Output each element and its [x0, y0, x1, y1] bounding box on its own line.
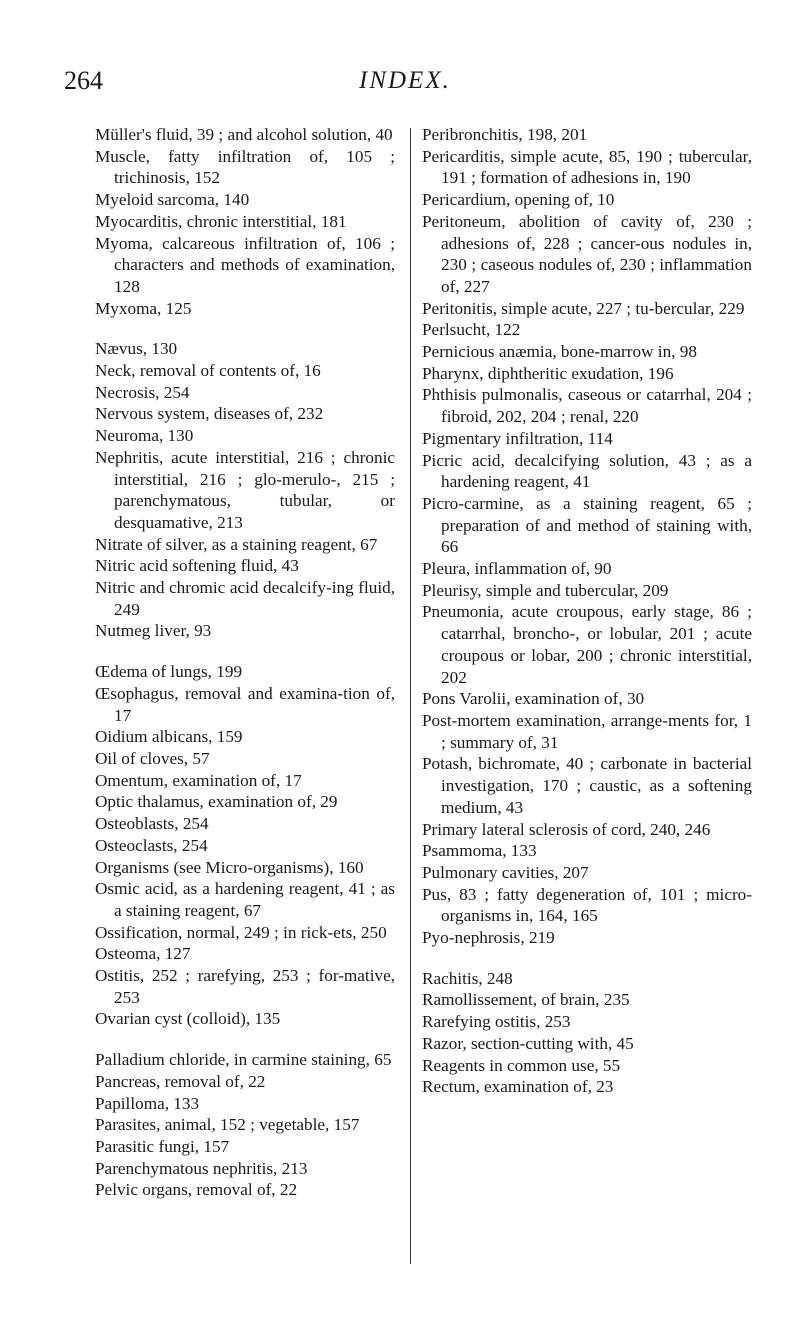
index-entry: Oil of cloves, 57 [95, 748, 210, 768]
index-entry: Nephritis, acute interstitial, 216 ; chronic interstitial, 216 ; glo-merulo-, 215 ; parenchymatous, tubular, or desquamative, 213 [95, 447, 395, 532]
index-entry: Optic thalamus, examination of, 29 [95, 792, 338, 812]
index-entry: Pneumonia, acute croupous, early stage, 86 ; catarrhal, broncho-, or lobular, 201 ; acute croupous or lobar, 200 ; chronic interstitial, 202 [422, 602, 752, 687]
index-entry: Palladium chloride, in carmine staining, 65 [95, 1050, 392, 1070]
index-entry: Papilloma, 133 [95, 1093, 200, 1113]
index-entry: Pulmonary cavities, 207 [422, 862, 589, 882]
index-entry: Neck, removal of contents of, 16 [95, 361, 321, 381]
index-entry: Pigmentary infiltration, 114 [422, 428, 613, 448]
index-entry: Organisms (see Micro-organisms), 160 [95, 857, 364, 877]
index-entry: Œdema of lungs, 199 [95, 662, 243, 682]
index-entry: Picro-carmine, as a staining reagent, 65 ; preparation of and method of staining with, 66 [422, 493, 752, 557]
index-entry: Primary lateral sclerosis of cord, 240, 246 [422, 819, 711, 839]
index-entry: Osteoblasts, 254 [95, 814, 209, 834]
index-entry: Pleura, inflammation of, 90 [422, 559, 612, 579]
index-entry: Ossification, normal, 249 ; in rick-ets, 250 [95, 922, 387, 942]
index-entry: Osteoclasts, 254 [95, 835, 208, 855]
index-entry: Parasitic fungi, 157 [95, 1136, 230, 1156]
index-entry: Ramollissement, of brain, 235 [422, 990, 630, 1010]
index-entry: Müller's fluid, 39 ; and alcohol solution, 40 [95, 125, 393, 144]
column-divider [410, 128, 411, 1264]
index-column-left [95, 124, 395, 1201]
index-entry: Pelvic organs, removal of, 22 [95, 1180, 298, 1200]
index-entry: Post-mortem examination, arrange-ments for, 1 ; summary of, 31 [422, 710, 752, 752]
index-column-right [422, 124, 752, 1098]
index-entry: Pleurisy, simple and tubercular, 209 [422, 580, 669, 600]
index-entry: Nitric and chromic acid decalcify-ing fluid, 249 [95, 578, 395, 619]
index-entry: Necrosis, 254 [95, 382, 190, 402]
index-entry: Pancreas, removal of, 22 [95, 1071, 266, 1091]
index-entry: Pericardium, opening of, 10 [422, 190, 615, 210]
index-entry: Osmic acid, as a hardening reagent, 41 ; as a staining reagent, 67 [95, 879, 395, 920]
index-entry: Rectum, examination of, 23 [422, 1077, 614, 1097]
index-entry: Pharynx, diphtheritic exudation, 196 [422, 363, 674, 383]
index-entry: Neuroma, 130 [95, 426, 194, 446]
index-entry: Psammoma, 133 [422, 841, 537, 861]
index-entry: Peribronchitis, 198, 201 [422, 125, 588, 144]
index-entry: Pons Varolii, examination of, 30 [422, 689, 645, 709]
index-entry: Parasites, animal, 152 ; vegetable, 157 [95, 1115, 360, 1135]
index-entry: Pus, 83 ; fatty degeneration of, 101 ; micro-organisms in, 164, 165 [422, 884, 752, 926]
page-number: 264 [64, 66, 103, 95]
index-entry: Phthisis pulmonalis, caseous or catarrhal, 204 ; fibroid, 202, 204 ; renal, 220 [422, 385, 752, 427]
index-entry: Pericarditis, simple acute, 85, 190 ; tubercular, 191 ; formation of adhesions in, 190 [422, 146, 752, 188]
letter-section-gap [95, 1030, 395, 1049]
index-entry: Myxoma, 125 [95, 298, 192, 318]
letter-section-gap [95, 642, 395, 661]
index-entry: Peritoneum, abolition of cavity of, 230 ; adhesions of, 228 ; cancer-ous nodules in, 230 ; caseous nodules of, 230 ; inflammation of, 227 [422, 211, 752, 296]
index-entry: Picric acid, decalcifying solution, 43 ; as a hardening reagent, 41 [422, 450, 752, 492]
index-entry: Rachitis, 248 [422, 968, 513, 988]
running-head: INDEX. [359, 67, 451, 94]
index-entry: Oidium albicans, 159 [95, 727, 243, 747]
index-entry: Reagents in common use, 55 [422, 1055, 621, 1075]
index-entry: Myeloid sarcoma, 140 [95, 190, 250, 210]
letter-section-gap [95, 319, 395, 338]
index-entry: Pyo-nephrosis, 219 [422, 928, 555, 948]
letter-section-gap [422, 949, 752, 968]
index-entry: Myocarditis, chronic interstitial, 181 [95, 211, 347, 231]
index-entry: Pernicious anæmia, bone-marrow in, 98 [422, 342, 697, 362]
index-entry: Parenchymatous nephritis, 213 [95, 1158, 308, 1178]
index-entry: Nutmeg liver, 93 [95, 621, 212, 641]
index-entry: Nervous system, diseases of, 232 [95, 404, 324, 424]
page-header [64, 66, 764, 106]
index-entry: Muscle, fatty infiltration of, 105 ; trichinosis, 152 [95, 146, 395, 188]
index-entry: Potash, bichromate, 40 ; carbonate in bacterial investigation, 170 ; caustic, as a softening medium, 43 [422, 754, 752, 817]
index-entry: Nitric acid softening fluid, 43 [95, 556, 299, 576]
index-entry: Peritonitis, simple acute, 227 ; tu-bercular, 229 [422, 298, 745, 318]
index-entry: Nitrate of silver, as a staining reagent, 67 [95, 534, 378, 554]
index-entry: Œsophagus, removal and examina-tion of, 17 [95, 683, 395, 725]
index-entry: Ostitis, 252 ; rarefying, 253 ; for-mative, 253 [95, 966, 395, 1007]
index-entry: Ovarian cyst (colloid), 135 [95, 1009, 281, 1029]
index-entry: Perlsucht, 122 [422, 320, 521, 340]
index-entry: Osteoma, 127 [95, 944, 191, 964]
index-entry: Myoma, calcareous infiltration of, 106 ; characters and methods of examination, 128 [95, 233, 395, 296]
index-entry: Nævus, 130 [95, 339, 178, 359]
index-entry: Omentum, examination of, 17 [95, 770, 302, 790]
index-entry: Rarefying ostitis, 253 [422, 1012, 571, 1032]
index-entry: Razor, section-cutting with, 45 [422, 1033, 634, 1053]
